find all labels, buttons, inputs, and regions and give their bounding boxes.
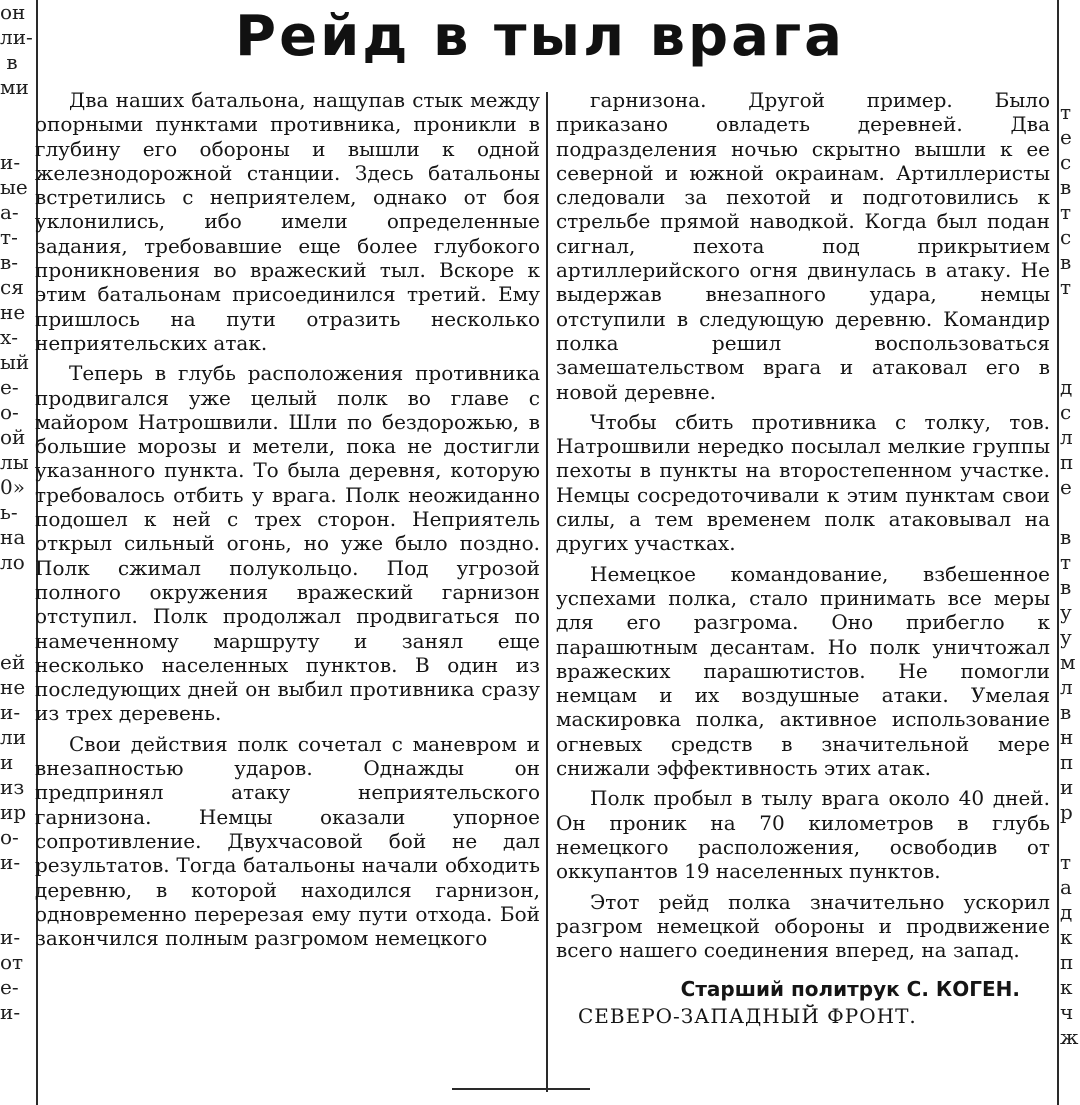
article-column-2 xyxy=(556,88,1050,1030)
paragraph: Этот рейд полка значительно ускорил разгром немецкой обороны и продвижение всего нашего соединения вперед, на запад. xyxy=(556,889,1050,963)
paragraph: Два наших батальона, нащупав стык между опорными пунктами противника, проникли в глубину его обороны и вышли к одной железнодорожной станции. Здесь батальоны встретились с неприятелем, однако от боя уклонились, ибо имели определенные задания, требовавшие еще более глубокого проникновения во вражеский тыл. Вскоре к этим батальонам присоединился третий. Ему пришлось на пути отразить несколько неприятельских атак. xyxy=(35,88,540,355)
front-name: СЕВЕРО-ЗАПАДНЫЙ ФРОНТ. xyxy=(578,1004,917,1029)
paragraph: гарнизона. Другой пример. Было приказано овладеть деревней. Два подразделения ночью скрытно вышли к ее северной и южной окраинам. Артиллеристы следовали за пехотой и подготовились к стрельбе прямой наводкой. Когда был подан сигнал, пехота под прикрытием артиллерийского огня двинулась в атаку. Не выдержав внезапного удара, немцы отступили в следующую деревню. Командир полка решил воспользоваться замешательством врага и атаковал его в новой деревне. xyxy=(556,88,1050,404)
paragraph: Немецкое командование, взбешенное успехами полка, стало принимать все меры для его разгрома. Оно прибегло к парашютным десантам. Но полк уничтожал вражеских парашютистов. Не помогли немцам и их воздушные атаки. Умелая маскировка полка, активное использование огневых средств в значительной мере снижали эффективность этих атак. xyxy=(556,561,1050,781)
end-rule xyxy=(452,1088,590,1090)
article-column-1 xyxy=(35,88,540,956)
paragraph: Теперь в глубь расположения противника продвигался уже целый полк во главе с майором Натрошвили. Шли по бездорожью, в большие морозы и метели, пока не достигли указанного пункта. То была деревня, которую требовалось отбить у врага. Полк неожиданно подошел к ней с трех сторон. Неприятель открыл сильный огонь, но уже было поздно. Полк сжимал полукольцо. Под угрозой полного окружения вражеский гарнизон отступил. Полк продолжал продвигаться по намеченному маршруту и занял еще несколько населенных пунктов. В один из последующих дней он выбил противника сразу из трех деревень. xyxy=(35,361,540,726)
column-divider xyxy=(546,92,548,1092)
right-column-fragment: т е с в т с в т д с л п е в т в у у м л в н п и р т а д к п к ч ж xyxy=(1060,100,1079,1049)
paragraph: Полк пробыл в тылу врага около 40 дней. Он проник на 70 километров в глубь немецкого расположения, освободив от оккупантов 19 населенных пунктов. xyxy=(556,786,1050,884)
paragraph: Свои действия полк сочетал с маневром и внезапностью ударов. Однажды он предпринял атаку неприятельского гарнизона. Немцы оказали упорное сопротивление. Двухчасовой бой не дал результатов. Тогда батальоны начали обходить деревню, в которой находился гарнизон, одновременно перерезая ему пути отхода. Бой закончился полным разгромом немецкого xyxy=(35,731,540,951)
author-byline: Старший политрук С. КОГЕН. xyxy=(680,977,1020,1002)
left-column-fragment: он ли- в ми и- ые а- т- в- ся не х- ый е- о- ой лы 0» ь- на ло ей не и- ли и из ир о- и- и- от е- и- xyxy=(0,0,33,1024)
paragraph: Чтобы сбить противника с толку, тов. Натрошвили нередко посылал мелкие группы пехоты в пункты на второстепенном участке. Немцы сосредоточивали к этим пунктам свои силы, а тем временем полк атаковывал на других участках. xyxy=(556,409,1050,556)
right-column-rule xyxy=(1057,0,1059,1105)
article-title: Рейд в тыл врага xyxy=(235,4,845,69)
